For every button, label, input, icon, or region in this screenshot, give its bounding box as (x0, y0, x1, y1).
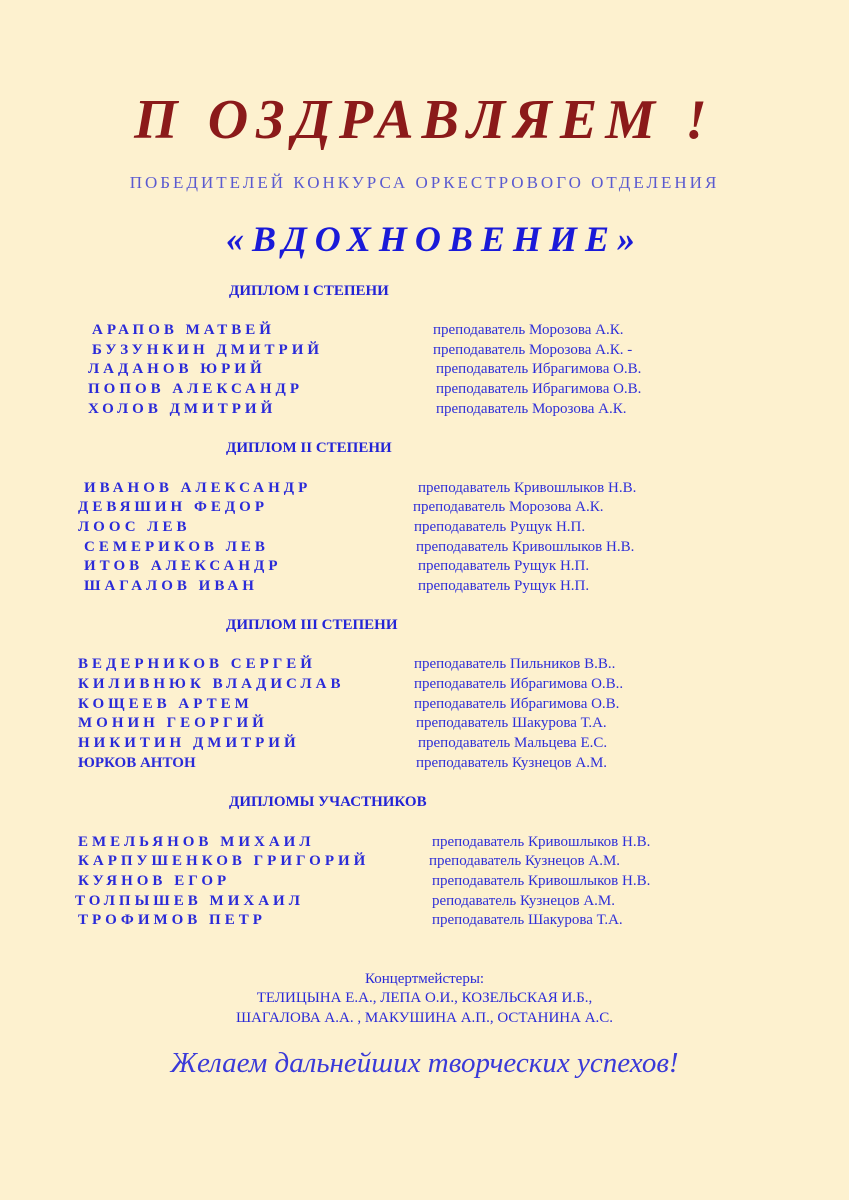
winner-name: МОНИН ГЕОРГИЙ (78, 715, 268, 731)
winner-name: ШАГАЛОВ ИВАН (84, 578, 258, 594)
section-heading-diploma-2: ДИПЛОМ II СТЕПЕНИ (226, 440, 392, 456)
winner-teacher: преподаватель Кузнецов А.М. (429, 853, 621, 869)
winner-teacher: преподаватель Ибрагимова О.В.. (414, 676, 624, 692)
winner-teacher: преподаватель Кривошлыков Н.В. (418, 480, 637, 496)
winner-name: ХОЛОВ ДМИТРИЙ (88, 401, 277, 417)
accompanists-label: Концертмейстеры: (364, 971, 485, 987)
winner-teacher: преподаватель Шакурова Т.А. (416, 715, 607, 731)
winner-teacher: преподаватель Кузнецов А.М. (416, 755, 608, 771)
winner-teacher: преподаватель Морозова А.К. (436, 401, 627, 417)
accompanists-line-2: ШАГАЛОВА А.А. , МАКУШИНА А.П., ОСТАНИНА А.С. (235, 1010, 614, 1026)
winner-name: КУЯНОВ ЕГОР (78, 873, 231, 889)
winner-teacher: преподаватель Мальцева Е.С. (418, 735, 608, 751)
winner-teacher: преподаватель Кривошлыков Н.В. (432, 834, 651, 850)
section-heading-diploma-3: ДИПЛОМ III СТЕПЕНИ (226, 617, 398, 633)
winner-name: БУЗУНКИН ДМИТРИЙ (92, 342, 324, 358)
winner-teacher: преподаватель Ибрагимова О.В. (436, 361, 642, 377)
accompanists-line-1: ТЕЛИЦЫНА Е.А., ЛЕПА О.И., КОЗЕЛЬСКАЯ И.Б., (256, 990, 593, 1006)
winner-name: ТОЛПЫШЕВ МИХАИЛ (75, 893, 304, 909)
page-title: П ОЗДРАВЛЯЕМ ! (134, 89, 715, 151)
winner-name: КИЛИВНЮК ВЛАДИСЛАВ (78, 676, 345, 692)
winner-name: ИВАНОВ АЛЕКСАНДР (84, 480, 312, 496)
winner-teacher: преподаватель Морозова А.К. (413, 499, 604, 515)
winner-teacher: преподаватель Рущук Н.П. (418, 558, 590, 574)
winner-teacher: преподаватель Рущук Н.П. (414, 519, 586, 535)
winner-teacher: преподаватель Шакурова Т.А. (432, 912, 623, 928)
winner-name: ПОПОВ АЛЕКСАНДР (88, 381, 304, 397)
winner-teacher: преподаватель Рущук Н.П. (418, 578, 590, 594)
winner-teacher: преподаватель Ибрагимова О.В. (414, 696, 620, 712)
winner-name: ЛООС ЛЕВ (78, 519, 191, 535)
winner-name: ЕМЕЛЬЯНОВ МИХАИЛ (78, 834, 315, 850)
winner-name: СЕМЕРИКОВ ЛЕВ (84, 539, 269, 555)
winner-name: ВЕДЕРНИКОВ СЕРГЕЙ (78, 656, 316, 672)
winner-name: ИТОВ АЛЕКСАНДР (84, 558, 282, 574)
winner-teacher: реподаватель Кузнецов А.М. (432, 893, 616, 909)
winner-name: ЛАДАНОВ ЮРИЙ (88, 361, 266, 377)
section-heading-diploma-1: ДИПЛОМ I СТЕПЕНИ (229, 283, 389, 299)
winner-teacher: преподаватель Кривошлыков Н.В. (416, 539, 635, 555)
closing-wish: Желаем дальнейших творческих успехов! (170, 1047, 679, 1079)
winner-name: НИКИТИН ДМИТРИЙ (78, 735, 300, 751)
subtitle: ПОБЕДИТЕЛЕЙ КОНКУРСА ОРКЕСТРОВОГО ОТДЕЛЕНИЯ (129, 173, 720, 192)
section-heading-participants: ДИПЛОМЫ УЧАСТНИКОВ (229, 794, 427, 810)
winner-name: ТРОФИМОВ ПЕТР (78, 912, 266, 928)
winner-name: АРАПОВ МАТВЕЙ (92, 322, 275, 338)
winner-teacher: преподаватель Морозова А.К. - (433, 342, 633, 358)
winner-teacher: преподаватель Морозова А.К. (433, 322, 624, 338)
winner-teacher: преподаватель Ибрагимова О.В. (436, 381, 642, 397)
winner-name: КОЩЕЕВ АРТЕМ (78, 696, 253, 712)
winner-name: ДЕВЯШИН ФЕДОР (78, 499, 269, 515)
contest-name: «ВДОХНОВЕНИЕ» (226, 219, 643, 259)
winner-name: ЮРКОВ АНТОН (78, 755, 196, 771)
winner-teacher: преподаватель Кривошлыков Н.В. (432, 873, 651, 889)
winner-name: КАРПУШЕНКОВ ГРИГОРИЙ (78, 853, 370, 869)
winner-teacher: преподаватель Пильников В.В.. (414, 656, 616, 672)
